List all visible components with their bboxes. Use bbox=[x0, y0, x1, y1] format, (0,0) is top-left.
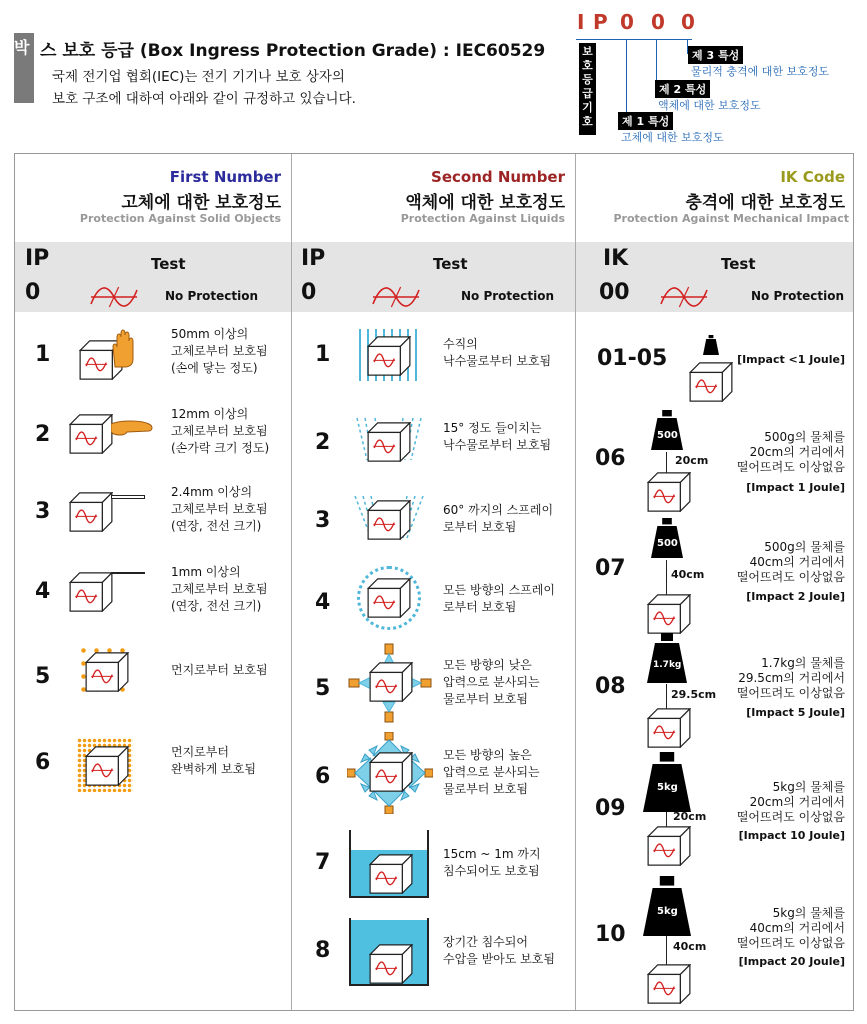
drop-line bbox=[666, 452, 667, 474]
solid-row-1-text: 50mm 이상의 고체로부터 보호됨 (손에 닿는 정도) bbox=[171, 327, 268, 375]
solid-column bbox=[15, 154, 291, 1010]
liquid-zero: 0 bbox=[301, 280, 317, 305]
solid-row-3-text: 2.4mm 이상의 고체로부터 보호됨 (연장, 전선 크기) bbox=[171, 485, 268, 533]
sine-wave-icon bbox=[371, 282, 421, 312]
impact-zero: 00 bbox=[599, 280, 630, 305]
cube-icon bbox=[647, 964, 691, 1004]
liquid-row-5-text: 모든 방향의 낮은 압력으로 분사되는 물로부터 보호됨 bbox=[443, 658, 540, 706]
impact-row-5-weight: 5kg bbox=[657, 782, 678, 793]
impact-row-5-joule: [Impact 10 Joule] bbox=[738, 829, 845, 842]
solid-title-ko: 고체에 대한 보호정도 bbox=[121, 193, 281, 213]
cube-icon bbox=[367, 422, 411, 462]
solid-test-label: Test bbox=[151, 255, 186, 273]
code-underline bbox=[576, 39, 692, 40]
liquid-row-3-num: 3 bbox=[315, 508, 331, 533]
impact-row-6-joule: [Impact 20 Joule] bbox=[738, 955, 845, 968]
cube-icon bbox=[85, 652, 129, 692]
protection-table bbox=[14, 153, 854, 1011]
impact-title-en: IK Code bbox=[780, 168, 845, 186]
wire-1mm-icon bbox=[111, 572, 145, 574]
impact-row-6-text: 5kg의 물체를 40cm의 거리에서 떨어뜨려도 이상없음 bbox=[736, 906, 845, 950]
impact-prefix: IK bbox=[603, 246, 629, 271]
cube-icon bbox=[69, 572, 113, 612]
cube-icon bbox=[647, 472, 691, 512]
sine-wave-icon bbox=[659, 282, 709, 312]
small-weight-icon bbox=[703, 334, 719, 356]
page-description bbox=[52, 66, 356, 110]
impact-row-1-joule: [Impact <1 Joule] bbox=[737, 353, 845, 366]
solid-row-4-num: 4 bbox=[35, 579, 51, 604]
liquid-row-4-num: 4 bbox=[315, 590, 331, 615]
solid-zero: 0 bbox=[25, 280, 41, 305]
third-char-desc: 물리적 충격에 대한 보호정도 bbox=[691, 65, 830, 78]
impact-row-6-weight: 5kg bbox=[657, 906, 678, 917]
solid-prefix: IP bbox=[25, 246, 50, 271]
liquid-row-5-num: 5 bbox=[315, 676, 331, 701]
solid-row-6-text: 먼지로부터 완벽하게 보호됨 bbox=[171, 745, 256, 776]
page-title: 스 보호 등급 (Box Ingress Protection Grade) : IEC60529 bbox=[40, 41, 546, 61]
liquid-row-8-num: 8 bbox=[315, 938, 331, 963]
cube-icon bbox=[369, 662, 413, 702]
solid-row-1-num: 1 bbox=[35, 342, 51, 367]
code-digit-2: 0 bbox=[651, 10, 665, 34]
impact-row-3-dist: 40cm bbox=[671, 568, 705, 581]
solid-row-5-text: 먼지로부터 보호됨 bbox=[171, 663, 268, 677]
third-char-label: 제 3 특성 bbox=[688, 46, 743, 64]
solid-row-6-num: 6 bbox=[35, 750, 51, 775]
description-line-1: 국제 전기업 협회(IEC)는 전기 기기나 보호 상자의 bbox=[52, 69, 345, 85]
solid-subtitle: Protection Against Solid Objects bbox=[79, 212, 281, 225]
liquid-row-1-text: 수직의 낙수물로부터 보호됨 bbox=[443, 337, 552, 368]
impact-row-5-dist: 20cm bbox=[673, 810, 707, 823]
second-char-desc: 액체에 대한 보호정도 bbox=[658, 99, 761, 112]
cube-icon bbox=[647, 594, 691, 634]
cube-icon bbox=[367, 578, 411, 618]
code-digit-1: 0 bbox=[620, 10, 634, 34]
impact-row-3-weight: 500 bbox=[657, 538, 678, 549]
cube-icon bbox=[689, 362, 733, 402]
solid-row-2-num: 2 bbox=[35, 422, 51, 447]
cube-icon bbox=[369, 854, 413, 894]
impact-row-6-dist: 40cm bbox=[673, 940, 707, 953]
impact-row-4-num: 08 bbox=[595, 674, 626, 699]
liquid-prefix: IP bbox=[301, 246, 326, 271]
liquid-row-7-text: 15cm ~ 1m 까지 침수되어도 보호됨 bbox=[443, 847, 541, 878]
solid-row-2-text: 12mm 이상의 고체로부터 보호됨 (손가락 크기 정도) bbox=[171, 407, 270, 455]
impact-row-2-joule: [Impact 1 Joule] bbox=[746, 481, 845, 494]
liquid-title-en: Second Number bbox=[431, 168, 565, 186]
title-prefix: 박 bbox=[14, 38, 30, 57]
hand-icon bbox=[109, 329, 139, 369]
code-letter-p: P bbox=[593, 10, 608, 34]
impact-test-label: Test bbox=[721, 255, 756, 273]
impact-row-5-num: 09 bbox=[595, 796, 626, 821]
cube-icon bbox=[367, 336, 411, 376]
code-digit-3: 0 bbox=[681, 10, 695, 34]
liquid-row-6-text: 모든 방향의 높은 압력으로 분사되는 물로부터 보호됨 bbox=[443, 748, 540, 796]
impact-row-1-num: 01-05 bbox=[597, 346, 668, 371]
weight-1-7kg-icon bbox=[647, 632, 687, 684]
impact-row-2-dist: 20cm bbox=[675, 454, 709, 467]
impact-row-4-dist: 29.5cm bbox=[671, 688, 717, 701]
solid-row-5-num: 5 bbox=[35, 664, 51, 689]
liquid-row-6-num: 6 bbox=[315, 764, 331, 789]
sine-wave-icon bbox=[89, 282, 139, 312]
first-char-label: 제 1 특성 bbox=[618, 112, 673, 130]
impact-row-2-num: 06 bbox=[595, 446, 626, 471]
cube-icon bbox=[367, 500, 411, 540]
code-letter-i: I bbox=[577, 10, 585, 34]
liquid-test-label: Test bbox=[433, 255, 468, 273]
cube-icon bbox=[69, 414, 113, 454]
liquid-row-8-text: 장기간 침수되어 수압을 받아도 보호됨 bbox=[443, 935, 555, 966]
cube-icon bbox=[369, 752, 413, 792]
impact-row-5-text: 5kg의 물체를 20cm의 거리에서 떨어뜨려도 이상없음 bbox=[736, 780, 845, 824]
cube-icon bbox=[647, 708, 691, 748]
code-vertical-label: 보호등급기호 bbox=[579, 43, 596, 135]
ip-code-legend bbox=[575, 10, 865, 150]
liquid-row-2-num: 2 bbox=[315, 430, 331, 455]
solid-row-3-num: 3 bbox=[35, 499, 51, 524]
cube-icon bbox=[369, 944, 413, 984]
liquid-row-7-num: 7 bbox=[315, 850, 331, 875]
cube-icon bbox=[647, 826, 691, 866]
solid-row-4-text: 1mm 이상의 고체로부터 보호됨 (연장, 전선 크기) bbox=[171, 565, 268, 613]
first-char-desc: 고체에 대한 보호정도 bbox=[621, 131, 724, 144]
cube-icon bbox=[85, 746, 129, 786]
impact-row-2-weight: 500 bbox=[657, 430, 678, 441]
second-char-label: 제 2 특성 bbox=[655, 80, 710, 98]
liquid-column bbox=[291, 154, 575, 1010]
impact-column bbox=[575, 154, 855, 1010]
impact-row-4-weight: 1.7kg bbox=[653, 660, 682, 670]
impact-title-ko: 충격에 대한 보호정도 bbox=[685, 193, 845, 213]
impact-row-4-joule: [Impact 5 Joule] bbox=[746, 706, 845, 719]
solid-no-protection: No Protection bbox=[165, 289, 259, 303]
impact-row-3-text: 500g의 물체를 40cm의 거리에서 떨어뜨려도 이상없음 bbox=[736, 540, 845, 584]
impact-row-2-text: 500g의 물체를 20cm의 거리에서 떨어뜨려도 이상없음 bbox=[736, 430, 845, 474]
liquid-row-1-num: 1 bbox=[315, 342, 331, 367]
cube-icon bbox=[69, 492, 113, 532]
liquid-row-3-text: 60° 까지의 스프레이 로부터 보호됨 bbox=[443, 503, 554, 534]
liquid-subtitle: Protection Against Liquids bbox=[400, 212, 565, 225]
impact-row-6-num: 10 bbox=[595, 922, 626, 947]
liquid-row-2-text: 15° 정도 들이치는 낙수물로부터 보호됨 bbox=[443, 421, 552, 452]
finger-icon bbox=[111, 418, 153, 436]
impact-no-protection: No Protection bbox=[751, 289, 845, 303]
liquid-title-ko: 액체에 대한 보호정도 bbox=[405, 193, 565, 213]
rod-2-4mm-icon bbox=[111, 495, 145, 499]
liquid-row-4-text: 모든 방향의 스프레이 로부터 보호됨 bbox=[443, 583, 555, 614]
drop-line bbox=[666, 684, 667, 710]
impact-row-3-joule: [Impact 2 Joule] bbox=[746, 590, 845, 603]
description-line-2: 보호 구조에 대하여 아래와 같이 규정하고 있습니다. bbox=[52, 91, 356, 107]
impact-row-3-num: 07 bbox=[595, 556, 626, 581]
impact-subtitle: Protection Against Mechanical Impact bbox=[613, 212, 849, 225]
impact-row-4-text: 1.7kg의 물체를 29.5cm의 거리에서 떨어뜨려도 이상없음 bbox=[736, 656, 845, 700]
solid-title-en: First Number bbox=[169, 168, 281, 186]
liquid-no-protection: No Protection bbox=[461, 289, 555, 303]
